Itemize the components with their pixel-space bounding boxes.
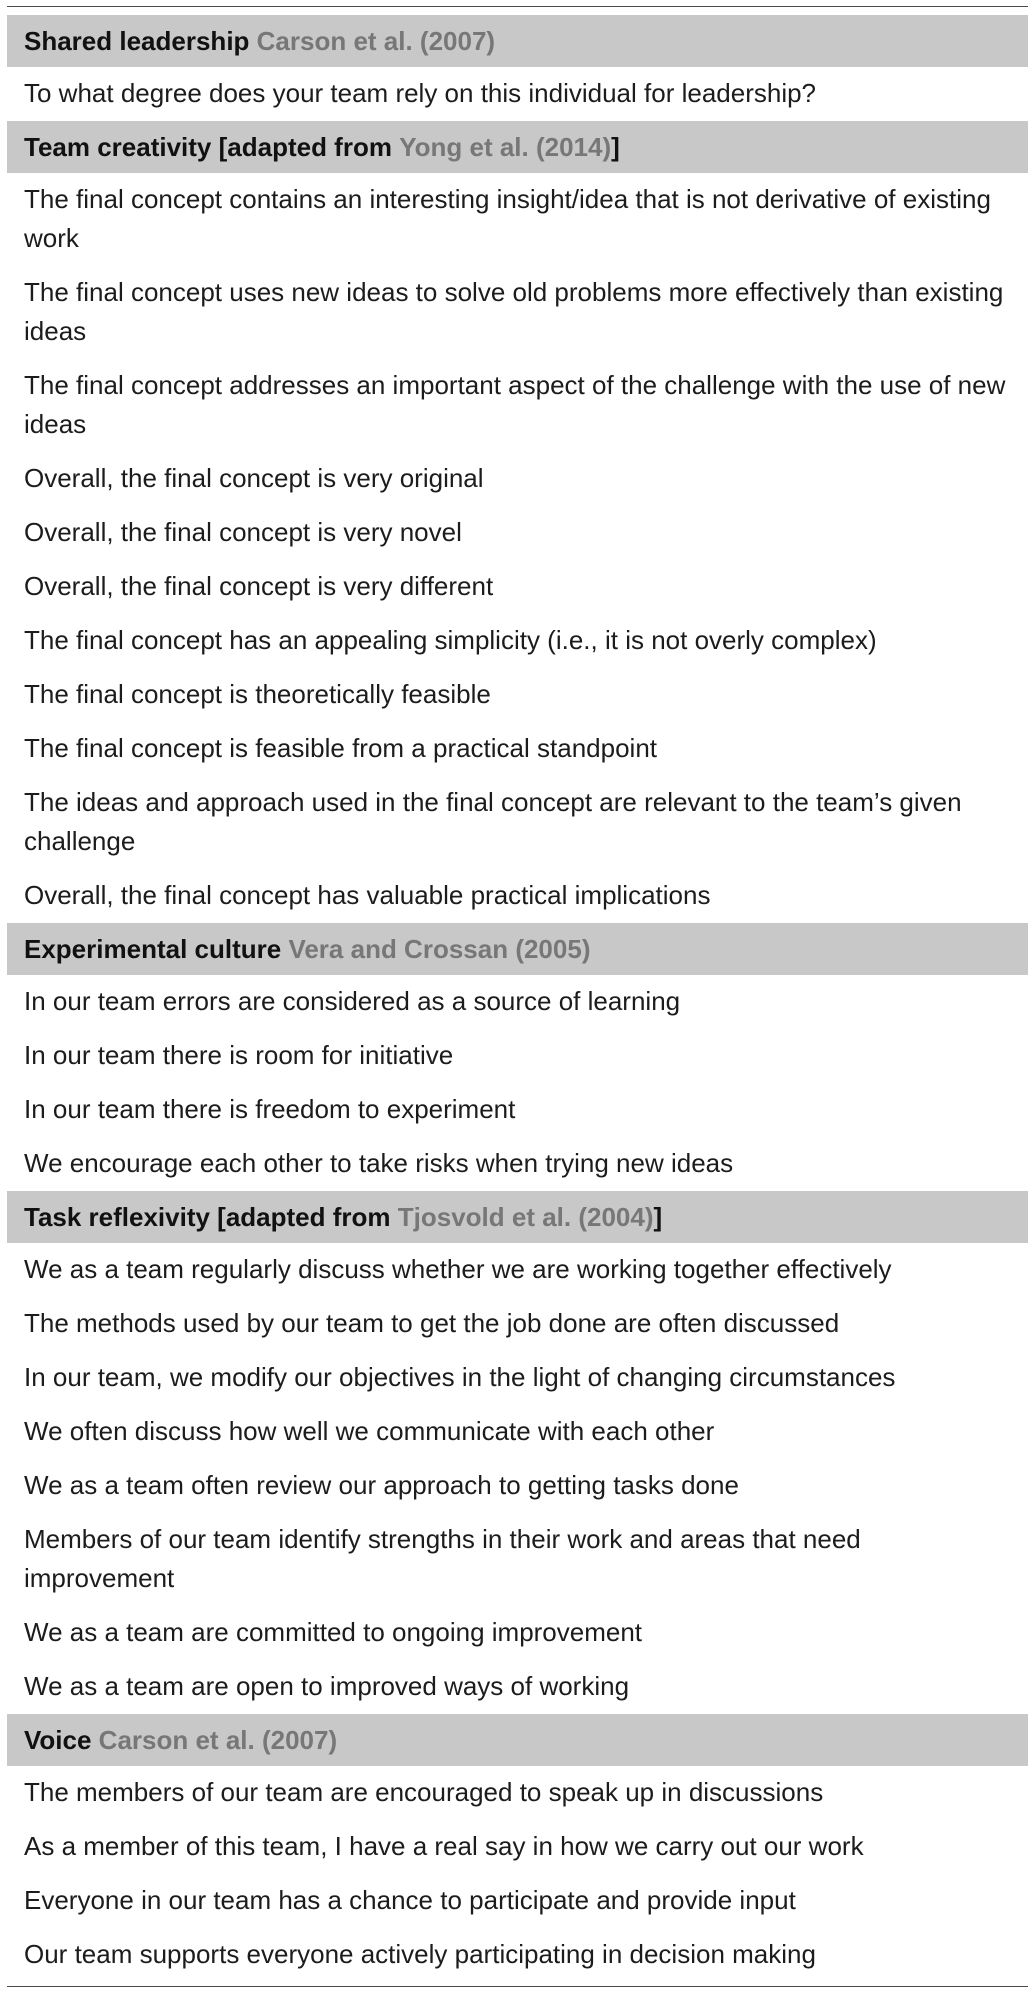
item-row: The members of our team are encouraged to speak up in discussions <box>24 1777 824 1807</box>
item-row: We as a team regularly discuss whether we are working together effectively <box>24 1254 892 1284</box>
section-title: Shared leadership <box>24 25 250 56</box>
item-row: Overall, the final concept has valuable practical implications <box>24 880 711 910</box>
section-header <box>7 15 1028 67</box>
item-row: Overall, the final concept is very novel <box>24 517 462 547</box>
section-header <box>7 1714 1028 1766</box>
item-row: In our team, we modify our objectives in the light of changing circumstances <box>24 1362 896 1392</box>
item-row: We encourage each other to take risks when trying new ideas <box>24 1148 734 1178</box>
section-title: Task reflexivity [adapted from <box>24 1201 391 1232</box>
section-citation: Carson et al. (2007) <box>256 25 496 56</box>
item-row: The final concept has an appealing simplicity (i.e., it is not overly complex) <box>24 625 877 655</box>
item-row: We as a team are open to improved ways of working <box>24 1671 630 1701</box>
item-row: Overall, the final concept is very different <box>24 571 494 601</box>
section-title: Team creativity [adapted from <box>24 131 392 162</box>
item-row: As a member of this team, I have a real say in how we carry out our work <box>24 1831 864 1861</box>
item-row: Our team supports everyone actively participating in decision making <box>24 1939 816 1969</box>
section-citation-suffix: ] <box>653 1201 663 1232</box>
section-citation-suffix: ] <box>611 131 620 162</box>
item-row: We as a team often review our approach to getting tasks done <box>24 1470 739 1500</box>
item-row: We often discuss how well we communicate with each other <box>24 1416 715 1446</box>
table-top-rule <box>7 6 1028 7</box>
item-row: In our team there is freedom to experiment <box>24 1094 516 1124</box>
item-row: In our team errors are considered as a source of learning <box>24 986 681 1016</box>
item-row: The methods used by our team to get the job done are often discussed <box>24 1308 840 1338</box>
table-bottom-rule <box>7 1986 1028 1987</box>
item-row: The final concept addresses an important aspect of the challenge with the use of new ideas <box>24 370 1006 439</box>
section-title: Experimental culture <box>24 933 282 964</box>
section-citation: Vera and Crossan (2005) <box>288 933 591 964</box>
item-row: Overall, the final concept is very original <box>24 463 484 493</box>
item-row: In our team there is room for initiative <box>24 1040 454 1070</box>
item-row: Members of our team identify strengths in their work and areas that need improvement <box>24 1524 861 1593</box>
item-row: We as a team are committed to ongoing improvement <box>24 1617 643 1647</box>
item-row: The ideas and approach used in the final concept are relevant to the team’s given challenge <box>24 787 962 856</box>
measures-table <box>7 6 1028 1987</box>
section-citation: Tjosvold et al. (2004) <box>397 1201 654 1232</box>
table-body <box>7 15 1028 1982</box>
item-row: The final concept is feasible from a practical standpoint <box>24 733 658 763</box>
item-row: Everyone in our team has a chance to participate and provide input <box>24 1885 796 1915</box>
item-row: The final concept contains an interesting insight/idea that is not derivative of existing work <box>24 184 991 253</box>
item-row: The final concept is theoretically feasible <box>24 679 491 709</box>
section-header <box>7 121 1028 173</box>
section-citation: Carson et al. (2007) <box>98 1724 338 1755</box>
item-row: To what degree does your team rely on this individual for leadership? <box>24 78 817 108</box>
section-header <box>7 923 1028 975</box>
item-row: The final concept uses new ideas to solve old problems more effectively than existing ideas <box>24 277 1004 346</box>
section-citation: Yong et al. (2014) <box>399 131 612 162</box>
section-header <box>7 1191 1028 1243</box>
section-title: Voice <box>24 1724 92 1755</box>
